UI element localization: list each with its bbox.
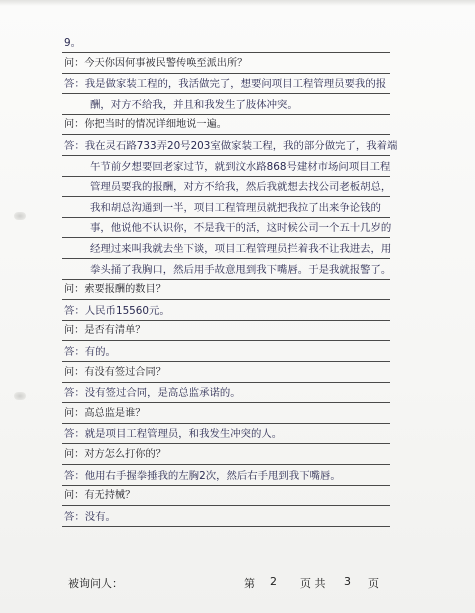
- transcript-line: 问：你把当时的情况详细地说一遍。: [64, 119, 227, 131]
- transcript-line: 答：没有签过合同，是高总监承诺的。: [64, 387, 241, 400]
- ruled-line: [62, 382, 390, 383]
- ruled-line: [62, 73, 390, 74]
- ruled-line: [62, 464, 390, 465]
- transcript-line: 经理过来叫我就去坐下谈，项目工程管理员拦着我不让我进去，用: [90, 243, 392, 255]
- ruled-line: [62, 423, 390, 424]
- transcript-line: 问：对方怎么打你的？: [64, 449, 166, 460]
- transcript-line: 答：我是做家装工程的，我活做完了，想要问项目工程管理员要我的报: [64, 78, 387, 91]
- page-footer: [60, 575, 415, 591]
- ruled-line: [62, 361, 390, 362]
- transcript-line: 答：人民币15560元。: [64, 304, 170, 317]
- ruled-line: [62, 443, 390, 444]
- ruled-line: [62, 526, 390, 527]
- transcript-line: 答：他用右手握拳捶我的左胸2次，然后右手甩到我下嘴唇。: [64, 469, 341, 482]
- transcript-line: 拳头捅了我胸口，然后用手故意甩到我下嘴唇。于是我就报警了。: [90, 263, 392, 276]
- transcript-line: 酬，对方不给我，并且和我发生了肢体冲突。: [90, 98, 298, 111]
- transcript-line: 问：是否有清单？: [64, 325, 146, 337]
- ruled-line: [62, 217, 390, 218]
- ruled-line: [62, 299, 390, 300]
- ruled-line: [62, 176, 390, 177]
- transcript-line: 答：我在灵石路733弄20号203室做家装工程，我的部分做完了，我着端: [64, 140, 398, 152]
- ruled-line: [62, 340, 390, 341]
- ruled-line: [62, 320, 390, 321]
- transcript-line: 管理员要我的报酬，对方不给我，然后我就想去找公司老板胡总，: [90, 181, 392, 194]
- current-page-number: 2: [270, 575, 277, 588]
- ruled-line: [62, 485, 390, 486]
- transcript-line: 9。: [64, 37, 82, 49]
- ruled-line: [62, 505, 390, 506]
- interviewee-signature-label: 被询问人：: [68, 577, 123, 590]
- transcript-line: 事，他说他不认识你，不是我干的活，这时候公司一个五十几岁的: [90, 222, 392, 235]
- transcript-line: 答：没有。: [64, 510, 116, 523]
- transcript-line: 午节前夕想要回老家过节，就到汶水路868号建材市场问项目工程: [90, 160, 391, 173]
- ruled-line: [62, 237, 390, 238]
- transcript-line: 问：索要报酬的数目？: [64, 284, 166, 296]
- ruled-line: [62, 52, 390, 53]
- page-middle-text: 页 共: [300, 577, 326, 590]
- transcript-line: 问：高总监是谁？: [64, 407, 146, 419]
- ruled-line: [62, 279, 390, 280]
- ruled-line: [62, 196, 390, 197]
- transcript-line: 问：有无持械？: [64, 490, 136, 502]
- transcript-line: 问：有没有签过合同？: [64, 366, 166, 378]
- page-suffix: 页: [368, 577, 379, 590]
- ruled-line: [62, 155, 390, 156]
- ruled-line: [62, 114, 390, 115]
- total-page-count: 3: [344, 575, 351, 588]
- ruled-line: [62, 134, 390, 135]
- transcript-line: 答：就是项目工程管理员，和我发生冲突的人。: [64, 428, 283, 441]
- ruled-line: [62, 258, 390, 259]
- page-prefix: 第: [244, 577, 255, 590]
- transcript-line: 我和胡总沟通到一半，项目工程管理员就把我拉了出来争论钱的: [90, 201, 381, 214]
- ruled-line: [62, 93, 390, 94]
- transcript-line: 问：今天你因何事被民警传唤至派出所？: [64, 57, 248, 69]
- transcript-line: 答：有的。: [64, 346, 116, 358]
- ruled-line: [62, 402, 390, 403]
